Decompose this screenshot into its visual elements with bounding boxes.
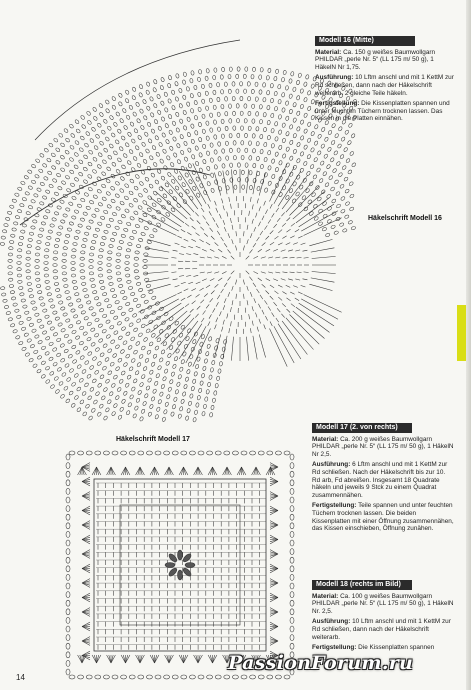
model-17-work-text: 6 Lftm anschl und mit 1 KettM zur Rd schließen. Nach der Häkelschrift bis zur 10. Rd arb, Fd abreißen. Insgesamt 18 Quadrate häkeln und jeweils 9 Stck zu einem Quadrat zusammennähen. bbox=[312, 461, 448, 499]
crochet-chart-round-model-16 bbox=[0, 0, 360, 425]
page-binding-edge bbox=[466, 0, 471, 690]
watermark-logo: PassionForum.ru bbox=[228, 652, 414, 674]
model-17-material-label: Material: bbox=[312, 435, 339, 443]
model-16-work-text: 10 Lftm anschl und mit 1 KettM zur Rd schließen, dann nach der Häkelschrift weiterarb. 2 gleiche Teile häkeln. bbox=[315, 74, 454, 97]
model-18-material-text: Ca. 100 g weißes Baumwollgarn PHILDAR „perle Nr. 5“ (LL 175 m/ 50 g), 1 HäkelN Nr. 2,5. bbox=[312, 592, 454, 615]
model-18-finish-label: Fertigstellung: bbox=[312, 644, 357, 652]
model-18-work-text: 10 Lftm anschl und mit 1 KettM zur Rd schließen, dann nach der Häkelschrift weiterarb. bbox=[312, 618, 451, 641]
model-17-material-text: Ca. 200 g weißes Baumwollgarn PHILDAR „perle Nr. 5“ (LL 175 m/ 50 g), 1 HäkelN Nr 2,5. bbox=[312, 435, 454, 458]
instructions-model-16 bbox=[315, 36, 455, 126]
model-18-work-label: Ausführung: bbox=[312, 618, 351, 626]
model-16-material-label: Material: bbox=[315, 48, 342, 56]
model-16-finish-label: Fertigstellung: bbox=[315, 100, 360, 108]
model-16-finish-text: Die Kissenplatten spannen und unter feuchten Tüchern trocknen lassen. Das Kissen in die Platten einnähen. bbox=[315, 100, 450, 123]
model-18-material-label: Material: bbox=[312, 592, 339, 600]
chart-caption-model-16: Häkelschrift Modell 16 bbox=[368, 215, 442, 222]
model-18-header: Modell 18 (rechts im Bild) bbox=[312, 580, 412, 590]
crochet-chart-square-model-17 bbox=[60, 445, 300, 685]
instructions-model-18 bbox=[312, 580, 454, 655]
model-16-material-text: Ca. 150 g weißes Baumwollgarn PHILDAR „perle Nr. 5“ (LL 175 m/ 50 g), 1 HäkelN Nr 1,75. bbox=[315, 48, 436, 71]
model-17-finish-text: Teile spannen und unter feuchten Tüchern trocknen lassen. Die beiden Kissenplatten mit einer Öffnung zusammennähen, das Kissen einschieben, Öffnung zunähen. bbox=[312, 502, 454, 533]
model-16-work-label: Ausführung: bbox=[315, 74, 354, 82]
model-18-finish-text: Die Kissenplatten spannen bbox=[358, 644, 435, 652]
model-17-header: Modell 17 (2. von rechts) bbox=[312, 423, 412, 433]
page-number: 14 bbox=[16, 673, 25, 682]
model-17-work-label: Ausführung: bbox=[312, 461, 351, 469]
chart-caption-model-17: Häkelschrift Modell 17 bbox=[116, 436, 190, 443]
instructions-model-17 bbox=[312, 423, 454, 536]
model-16-header: Modell 16 (Mitte) bbox=[315, 36, 415, 46]
model-17-finish-label: Fertigstellung: bbox=[312, 502, 357, 510]
